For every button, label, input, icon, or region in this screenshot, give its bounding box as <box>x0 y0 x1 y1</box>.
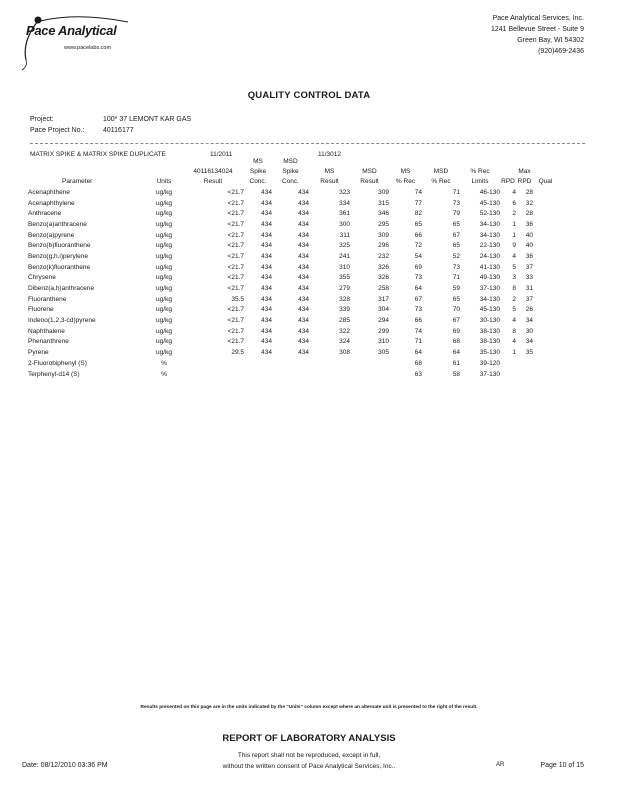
msd-date: 11/3012 <box>318 151 342 158</box>
cell-parameter: 2-Fluorobiphenyl (S) <box>28 359 87 367</box>
cell-qual <box>533 305 558 316</box>
table-row <box>28 294 558 305</box>
cell-max-rpd: 28 <box>525 210 533 218</box>
cell-units: ug/kg <box>156 349 172 357</box>
cell-max-rpd: 40 <box>525 242 533 250</box>
cell-ms-rec: 67 <box>414 295 422 303</box>
cell-ms-result: 308 <box>339 349 350 357</box>
col-header-sample-result: 40116134024 Result <box>193 168 233 185</box>
cell-max-rpd: 26 <box>525 306 533 314</box>
cell-parameter: Acenaphthylene <box>28 199 75 207</box>
cell-msd-result: 346 <box>378 210 389 218</box>
cell-ms-rec: 82 <box>414 210 422 218</box>
cell-rpd: 4 <box>512 338 516 346</box>
cell-rec-limits: 38-130 <box>479 327 500 335</box>
cell-parameter: Benzo(k)fluoranthene <box>28 263 91 271</box>
cell-rec-limits: 37-130 <box>479 285 500 293</box>
report-date: Date: 08/12/2010 03:36 PM <box>22 762 108 769</box>
cell-ms-result: 322 <box>339 327 350 335</box>
table-row <box>28 369 558 380</box>
cell-ms-rec: 74 <box>414 188 422 196</box>
cell-parameter: Terphenyl-d14 (S) <box>28 370 80 378</box>
table-row <box>28 337 558 348</box>
table-row <box>28 315 558 326</box>
cell-msd-spike: 434 <box>298 295 309 303</box>
cell-ms-spike: 434 <box>261 327 272 335</box>
cell-units: ug/kg <box>156 263 172 271</box>
cell-max-rpd <box>516 369 533 380</box>
cell-rec-limits: 34-130 <box>479 220 500 228</box>
cell-ms-spike <box>244 369 272 380</box>
cell-rpd: 8 <box>512 327 516 335</box>
company-street: 1241 Bellevue Street - Suite 9 <box>490 26 584 33</box>
cell-units: ug/kg <box>156 252 172 260</box>
cell-rpd: 1 <box>512 349 516 357</box>
table-row <box>28 187 558 198</box>
cell-rec-limits: 41-130 <box>479 263 500 271</box>
notice-line-1: This report shall not be reproduced, except in full, <box>237 752 381 759</box>
cell-msd-rec: 69 <box>452 327 460 335</box>
cell-max-rpd: 34 <box>525 338 533 346</box>
cell-rpd <box>500 369 516 380</box>
section-divider <box>30 143 585 144</box>
cell-msd-result: 309 <box>378 188 389 196</box>
cell-msd-spike: 434 <box>298 199 309 207</box>
cell-units: ug/kg <box>156 199 172 207</box>
col-header-msd-spike: MSD Spike Conc. <box>282 158 299 185</box>
cell-rpd <box>500 358 516 369</box>
col-header-ms-spike: MS Spike Conc. <box>249 158 267 185</box>
cell-rec-limits: 35-130 <box>479 349 500 357</box>
cell-qual <box>533 251 558 262</box>
table-row <box>28 283 558 294</box>
cell-ms-rec: 64 <box>414 349 422 357</box>
cell-units: ug/kg <box>156 338 172 346</box>
cell-qual <box>533 315 558 326</box>
cell-qual <box>533 273 558 284</box>
cell-rec-limits: 30-130 <box>479 317 500 325</box>
cell-qual <box>533 198 558 209</box>
page-title: QUALITY CONTROL DATA <box>247 90 371 101</box>
cell-ms-result: 285 <box>339 317 350 325</box>
cell-msd-rec: 61 <box>452 359 460 367</box>
cell-msd-rec: 67 <box>452 317 460 325</box>
cell-ms-result: 355 <box>339 274 350 282</box>
cell-msd-spike: 434 <box>298 338 309 346</box>
col-header-max-rpd: Max RPD <box>517 168 532 185</box>
cell-msd-result: 309 <box>378 231 389 239</box>
cell-rpd: 3 <box>512 274 516 282</box>
cell-qual <box>533 187 558 198</box>
table-row <box>28 198 558 209</box>
pace-project-label: Pace Project No.: <box>30 127 85 134</box>
cell-max-rpd: 37 <box>525 263 533 271</box>
cell-rpd: 8 <box>512 285 516 293</box>
footer-initials: AR <box>496 762 505 768</box>
cell-rpd: 4 <box>512 317 516 325</box>
cell-parameter: Indeno(1,2,3-cd)pyrene <box>28 317 96 325</box>
cell-ms-spike: 434 <box>261 349 272 357</box>
cell-ms-spike: 434 <box>261 295 272 303</box>
cell-ms-result <box>309 358 350 369</box>
cell-msd-spike: 434 <box>298 285 309 293</box>
cell-ms-spike: 434 <box>261 188 272 196</box>
cell-max-rpd: 40 <box>525 231 533 239</box>
cell-msd-result: 305 <box>378 349 389 357</box>
cell-sample-result: <21.7 <box>227 220 244 228</box>
cell-ms-result: 323 <box>339 188 350 196</box>
col-header-qual: Qual <box>538 178 553 185</box>
cell-msd-spike: 434 <box>298 188 309 196</box>
cell-max-rpd: 36 <box>525 220 533 228</box>
cell-msd-spike <box>272 369 309 380</box>
cell-ms-result: 279 <box>339 285 350 293</box>
cell-sample-result: 35.5 <box>231 295 244 303</box>
cell-rec-limits: 37-130 <box>479 370 500 378</box>
cell-ms-spike <box>244 358 272 369</box>
cell-sample-result: <21.7 <box>227 306 244 314</box>
col-header-units: Units <box>156 178 172 185</box>
cell-parameter: Benzo(a)pyrene <box>28 231 75 239</box>
cell-ms-spike: 434 <box>261 231 272 239</box>
table-row <box>28 262 558 273</box>
cell-sample-result: <21.7 <box>227 317 244 325</box>
cell-msd-rec: 65 <box>452 242 460 250</box>
cell-ms-spike: 434 <box>261 252 272 260</box>
cell-msd-spike: 434 <box>298 349 309 357</box>
cell-units: % <box>161 370 167 378</box>
cell-units: % <box>161 359 167 367</box>
col-header-rec-limits: % Rec Limits <box>470 168 490 185</box>
cell-units: ug/kg <box>156 317 172 325</box>
cell-rec-limits: 49-130 <box>479 274 500 282</box>
cell-ms-spike: 434 <box>261 285 272 293</box>
cell-msd-spike: 434 <box>298 327 309 335</box>
cell-parameter: Benzo(g,h,i)perylene <box>28 252 88 260</box>
cell-msd-result: 317 <box>378 295 389 303</box>
cell-sample-result: <21.7 <box>227 263 244 271</box>
cell-qual <box>533 347 558 358</box>
cell-ms-spike: 434 <box>261 242 272 250</box>
cell-qual <box>533 262 558 273</box>
cell-ms-spike: 434 <box>261 317 272 325</box>
cell-msd-rec: 64 <box>452 349 460 357</box>
cell-rpd: 1 <box>512 231 516 239</box>
cell-rpd: 4 <box>512 252 516 260</box>
company-address <box>491 13 584 57</box>
cell-msd-rec: 58 <box>452 370 460 378</box>
cell-ms-rec: 71 <box>414 338 422 346</box>
company-city: Green Bay, WI 54302 <box>517 37 584 44</box>
cell-ms-rec: 72 <box>414 242 422 250</box>
cell-msd-result: 326 <box>378 274 389 282</box>
table-row <box>28 358 558 369</box>
logo-swoosh-icon <box>18 12 148 72</box>
cell-rpd: 2 <box>512 210 516 218</box>
table-row <box>28 273 558 284</box>
qc-data-table <box>28 157 558 379</box>
cell-parameter: Naphthalene <box>28 327 65 335</box>
cell-sample-result: <21.7 <box>227 252 244 260</box>
cell-sample-result <box>182 358 244 369</box>
table-row <box>28 230 558 241</box>
cell-msd-result: 294 <box>378 317 389 325</box>
cell-max-rpd: 34 <box>525 317 533 325</box>
cell-ms-result: 300 <box>339 220 350 228</box>
cell-msd-result: 296 <box>378 242 389 250</box>
cell-qual <box>533 208 558 219</box>
cell-ms-spike: 434 <box>261 306 272 314</box>
cell-max-rpd: 35 <box>525 349 533 357</box>
table-row <box>28 240 558 251</box>
cell-msd-rec: 59 <box>452 285 460 293</box>
cell-ms-result: 361 <box>339 210 350 218</box>
cell-ms-result: 310 <box>339 263 350 271</box>
table-body <box>28 187 558 379</box>
cell-ms-rec: 74 <box>414 327 422 335</box>
cell-ms-spike: 434 <box>261 263 272 271</box>
cell-ms-rec: 73 <box>414 274 422 282</box>
cell-max-rpd <box>516 358 533 369</box>
cell-rec-limits: 45-130 <box>479 199 500 207</box>
cell-msd-rec: 68 <box>452 338 460 346</box>
cell-msd-result: 258 <box>378 285 389 293</box>
cell-msd-result: 326 <box>378 263 389 271</box>
cell-msd-spike: 434 <box>298 274 309 282</box>
company-logo <box>18 12 148 72</box>
cell-rpd: 5 <box>512 306 516 314</box>
cell-units: ug/kg <box>156 274 172 282</box>
cell-rpd: 5 <box>512 263 516 271</box>
table-row <box>28 305 558 316</box>
cell-qual <box>533 358 558 369</box>
cell-units: ug/kg <box>156 327 172 335</box>
cell-ms-result: 328 <box>339 295 350 303</box>
project-label: Project: <box>30 116 54 123</box>
cell-msd-result: 295 <box>378 220 389 228</box>
cell-ms-result: 334 <box>339 199 350 207</box>
page-number: Page 10 of 15 <box>540 762 584 769</box>
footnote: Results presented on this page are in the units indicated by the "Units" column except where an alternate unit is presented to the right of the result. <box>140 705 478 710</box>
cell-msd-spike: 434 <box>298 220 309 228</box>
col-header-ms-result: MS Result <box>320 168 339 185</box>
cell-parameter: Chrysene <box>28 274 56 282</box>
cell-max-rpd: 28 <box>525 188 533 196</box>
cell-msd-rec: 73 <box>452 263 460 271</box>
cell-ms-rec: 69 <box>414 263 422 271</box>
cell-max-rpd: 33 <box>525 274 533 282</box>
cell-msd-spike <box>272 358 309 369</box>
cell-parameter: Acenaphthene <box>28 188 70 196</box>
cell-ms-rec: 66 <box>414 317 422 325</box>
cell-ms-rec: 54 <box>414 252 422 260</box>
cell-sample-result: 29.5 <box>231 349 244 357</box>
cell-rpd: 6 <box>512 199 516 207</box>
cell-units: ug/kg <box>156 231 172 239</box>
section-label: MATRIX SPIKE & MATRIX SPIKE DUPLICATE <box>30 151 166 158</box>
cell-qual <box>533 337 558 348</box>
cell-ms-spike: 434 <box>261 274 272 282</box>
cell-parameter: Pyrene <box>28 349 49 357</box>
company-name: Pace Analytical Services, Inc. <box>492 15 584 22</box>
cell-ms-result <box>309 369 350 380</box>
cell-msd-result <box>350 358 389 369</box>
cell-qual <box>533 326 558 337</box>
table-row <box>28 208 558 219</box>
cell-sample-result: <21.7 <box>227 285 244 293</box>
cell-parameter: Fluoranthene <box>28 295 67 303</box>
cell-max-rpd: 37 <box>525 295 533 303</box>
cell-rpd: 9 <box>512 242 516 250</box>
cell-qual <box>533 294 558 305</box>
table-row <box>28 251 558 262</box>
cell-rpd: 4 <box>512 188 516 196</box>
cell-rpd: 1 <box>512 220 516 228</box>
cell-msd-spike: 434 <box>298 242 309 250</box>
cell-qual <box>533 230 558 241</box>
cell-ms-rec: 66 <box>414 231 422 239</box>
cell-max-rpd: 30 <box>525 327 533 335</box>
cell-ms-spike: 434 <box>261 338 272 346</box>
cell-ms-result: 339 <box>339 306 350 314</box>
cell-ms-rec: 73 <box>414 306 422 314</box>
cell-ms-result: 311 <box>339 231 350 239</box>
report-title: REPORT OF LABORATORY ANALYSIS <box>222 733 396 744</box>
company-phone: (920)469-2436 <box>538 48 584 55</box>
table-row <box>28 326 558 337</box>
cell-msd-rec: 71 <box>452 188 460 196</box>
cell-rec-limits: 34-130 <box>479 231 500 239</box>
cell-rpd: 2 <box>512 295 516 303</box>
cell-ms-rec: 68 <box>414 359 422 367</box>
project-value: 100* 37 LEMONT KAR GAS <box>103 116 192 123</box>
cell-parameter: Benzo(b)fluoranthene <box>28 242 91 250</box>
cell-msd-rec: 71 <box>452 274 460 282</box>
col-header-rpd: RPD <box>501 178 515 185</box>
cell-msd-spike: 434 <box>298 252 309 260</box>
cell-rec-limits: 24-130 <box>479 252 500 260</box>
cell-units: ug/kg <box>156 242 172 250</box>
table-row <box>28 347 558 358</box>
cell-rec-limits: 45-130 <box>479 306 500 314</box>
cell-rec-limits: 52-130 <box>479 210 500 218</box>
cell-rec-limits: 22-130 <box>479 242 500 250</box>
cell-msd-rec: 79 <box>452 210 460 218</box>
cell-qual <box>533 283 558 294</box>
cell-msd-rec: 65 <box>452 295 460 303</box>
cell-sample-result: <21.7 <box>227 210 244 218</box>
cell-msd-spike: 434 <box>298 263 309 271</box>
cell-parameter: Fluorene <box>28 306 54 314</box>
cell-sample-result: <21.7 <box>227 242 244 250</box>
cell-units: ug/kg <box>156 220 172 228</box>
cell-ms-rec: 63 <box>414 370 422 378</box>
cell-ms-spike: 434 <box>261 199 272 207</box>
cell-units: ug/kg <box>156 306 172 314</box>
cell-sample-result: <21.7 <box>227 338 244 346</box>
table-row <box>28 219 558 230</box>
cell-ms-result: 241 <box>339 252 350 260</box>
cell-qual <box>533 369 558 380</box>
ms-date: 11/2011 <box>210 151 233 158</box>
pace-project-value: 40116177 <box>103 127 134 134</box>
cell-sample-result: <21.7 <box>227 199 244 207</box>
cell-msd-rec: 73 <box>452 199 460 207</box>
cell-sample-result: <21.7 <box>227 188 244 196</box>
cell-sample-result <box>182 369 244 380</box>
logo-text: Pace Analytical <box>26 23 117 38</box>
cell-msd-rec: 65 <box>452 220 460 228</box>
cell-parameter: Phenanthrene <box>28 338 69 346</box>
cell-msd-result <box>350 369 389 380</box>
cell-units: ug/kg <box>156 210 172 218</box>
cell-sample-result: <21.7 <box>227 231 244 239</box>
cell-msd-spike: 434 <box>298 231 309 239</box>
cell-parameter: Dibenz(a,h)anthracene <box>28 285 95 293</box>
cell-msd-spike: 434 <box>298 317 309 325</box>
col-header-ms-rec: MS % Rec <box>395 168 416 185</box>
cell-sample-result: <21.7 <box>227 327 244 335</box>
cell-ms-spike: 434 <box>261 220 272 228</box>
cell-rec-limits: 34-130 <box>479 295 500 303</box>
cell-sample-result: <21.7 <box>227 274 244 282</box>
col-header-msd-result: MSD Result <box>360 168 379 185</box>
cell-ms-rec: 65 <box>414 220 422 228</box>
cell-units: ug/kg <box>156 188 172 196</box>
cell-qual <box>533 240 558 251</box>
cell-max-rpd: 31 <box>525 285 533 293</box>
cell-rec-limits: 38-130 <box>479 338 500 346</box>
cell-units: ug/kg <box>156 285 172 293</box>
cell-rec-limits: 39-120 <box>479 359 500 367</box>
cell-ms-result: 324 <box>339 338 350 346</box>
cell-msd-rec: 67 <box>452 231 460 239</box>
cell-msd-result: 232 <box>378 252 389 260</box>
cell-parameter: Anthracene <box>28 210 62 218</box>
cell-parameter: Benzo(a)anthracene <box>28 220 87 228</box>
cell-ms-spike: 434 <box>261 210 272 218</box>
col-header-parameter: Parameter <box>62 178 93 185</box>
logo-url: www.pacelabs.com <box>64 45 112 51</box>
cell-max-rpd: 32 <box>525 199 533 207</box>
notice-line-2: without the written consent of Pace Analytical Services, Inc.. <box>222 763 396 770</box>
cell-msd-rec: 70 <box>452 306 460 314</box>
cell-rec-limits: 46-130 <box>479 188 500 196</box>
cell-msd-result: 315 <box>378 199 389 207</box>
cell-ms-result: 325 <box>339 242 350 250</box>
cell-max-rpd: 36 <box>525 252 533 260</box>
cell-qual <box>533 219 558 230</box>
col-header-msd-rec: MSD % Rec <box>431 168 451 185</box>
table-header <box>28 157 558 187</box>
cell-msd-spike: 434 <box>298 210 309 218</box>
cell-msd-result: 310 <box>378 338 389 346</box>
cell-msd-result: 304 <box>378 306 389 314</box>
cell-msd-result: 299 <box>378 327 389 335</box>
cell-msd-spike: 434 <box>298 306 309 314</box>
cell-units: ug/kg <box>156 295 172 303</box>
cell-ms-rec: 64 <box>414 285 422 293</box>
cell-msd-rec: 52 <box>452 252 460 260</box>
cell-ms-rec: 77 <box>414 199 422 207</box>
